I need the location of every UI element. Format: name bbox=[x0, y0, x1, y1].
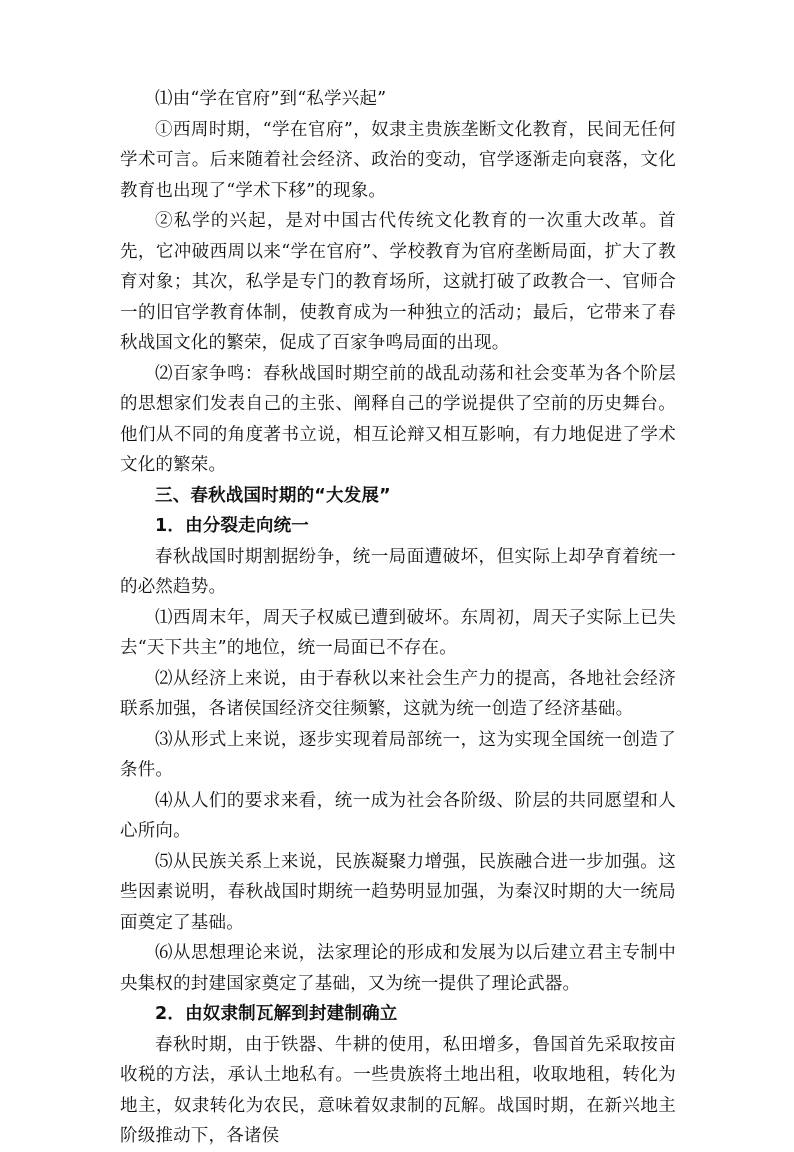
paragraph-2: ①西周时期，“学在官府”，奴隶主贵族垄断文化教育，民间无任何学术可言。后来随着社会经济、政治的变动，官学逐渐走向衰落，文化教育也出现了“学术下移”的现象。 bbox=[120, 119, 676, 201]
subheading-1: 1．由分裂走向统一 bbox=[155, 516, 309, 536]
paragraph-11: ⑹从思想理论来说，法家理论的形成和发展为以后建立君主专制中央集权的封建国家奠定了基础，又为统一提供了理论武器。 bbox=[120, 943, 676, 994]
paragraph-9: ⑷从人们的要求来看，统一成为社会各阶级、阶层的共同愿望和人心所向。 bbox=[120, 790, 676, 841]
paragraph-7: ⑵从经济上来说，由于春秋以来社会生产力的提高，各地社会经济联系加强，各诸侯国经济交往频繁，这就为统一创造了经济基础。 bbox=[120, 668, 676, 719]
paragraph-10: ⑸从民族关系上来说，民族凝聚力增强，民族融合进一步加强。这些因素说明，春秋战国时期统一趋势明显加强，为秦汉时期的大一统局面奠定了基础。 bbox=[120, 851, 676, 933]
paragraph-8: ⑶从形式上来说，逐步实现着局部统一，这为实现全国统一创造了条件。 bbox=[120, 729, 676, 780]
paragraph-1: ⑴由“学在官府”到“私学兴起” bbox=[155, 89, 387, 109]
section-heading-3: 三、春秋战国时期的“大发展” bbox=[155, 485, 391, 506]
subheading-2: 2．由奴隶制瓦解到封建制确立 bbox=[155, 1004, 398, 1024]
paragraph-4: ⑵百家争鸣：春秋战国时期空前的战乱动荡和社会变革为各个阶层的思想家们发表自己的主张、阐释自己的学说提供了空前的历史舞台。他们从不同的角度著书立说，相互论辩又相互影响，有力地促进了学术文化的繁荣。 bbox=[120, 363, 676, 475]
paragraph-12: 春秋时期，由于铁器、牛耕的使用，私田增多，鲁国首先采取按亩收税的方法，承认土地私有。一些贵族将土地出租，收取地租，转化为地主，奴隶转化为农民，意味着奴隶制的瓦解。战国时期，在新兴地主阶级推动下，各诸侯 bbox=[120, 1034, 676, 1146]
paragraph-3: ②私学的兴起，是对中国古代传统文化教育的一次重大改革。首先，它冲破西周以来“学在官府”、学校教育为官府垄断局面，扩大了教育对象；其次，私学是专门的教育场所，这就打破了政教合一、官师合一的旧官学教育体制，使教育成为一种独立的活动；最后，它带来了春秋战国文化的繁荣，促成了百家争鸣局面的出现。 bbox=[120, 211, 676, 353]
paragraph-5: 春秋战国时期割据纷争，统一局面遭破坏，但实际上却孕育着统一的必然趋势。 bbox=[120, 546, 676, 597]
document-page bbox=[120, 84, 676, 1152]
paragraph-6: ⑴西周末年，周天子权威已遭到破坏。东周初，周天子实际上已失去“天下共主”的地位，统一局面已不存在。 bbox=[120, 607, 676, 658]
